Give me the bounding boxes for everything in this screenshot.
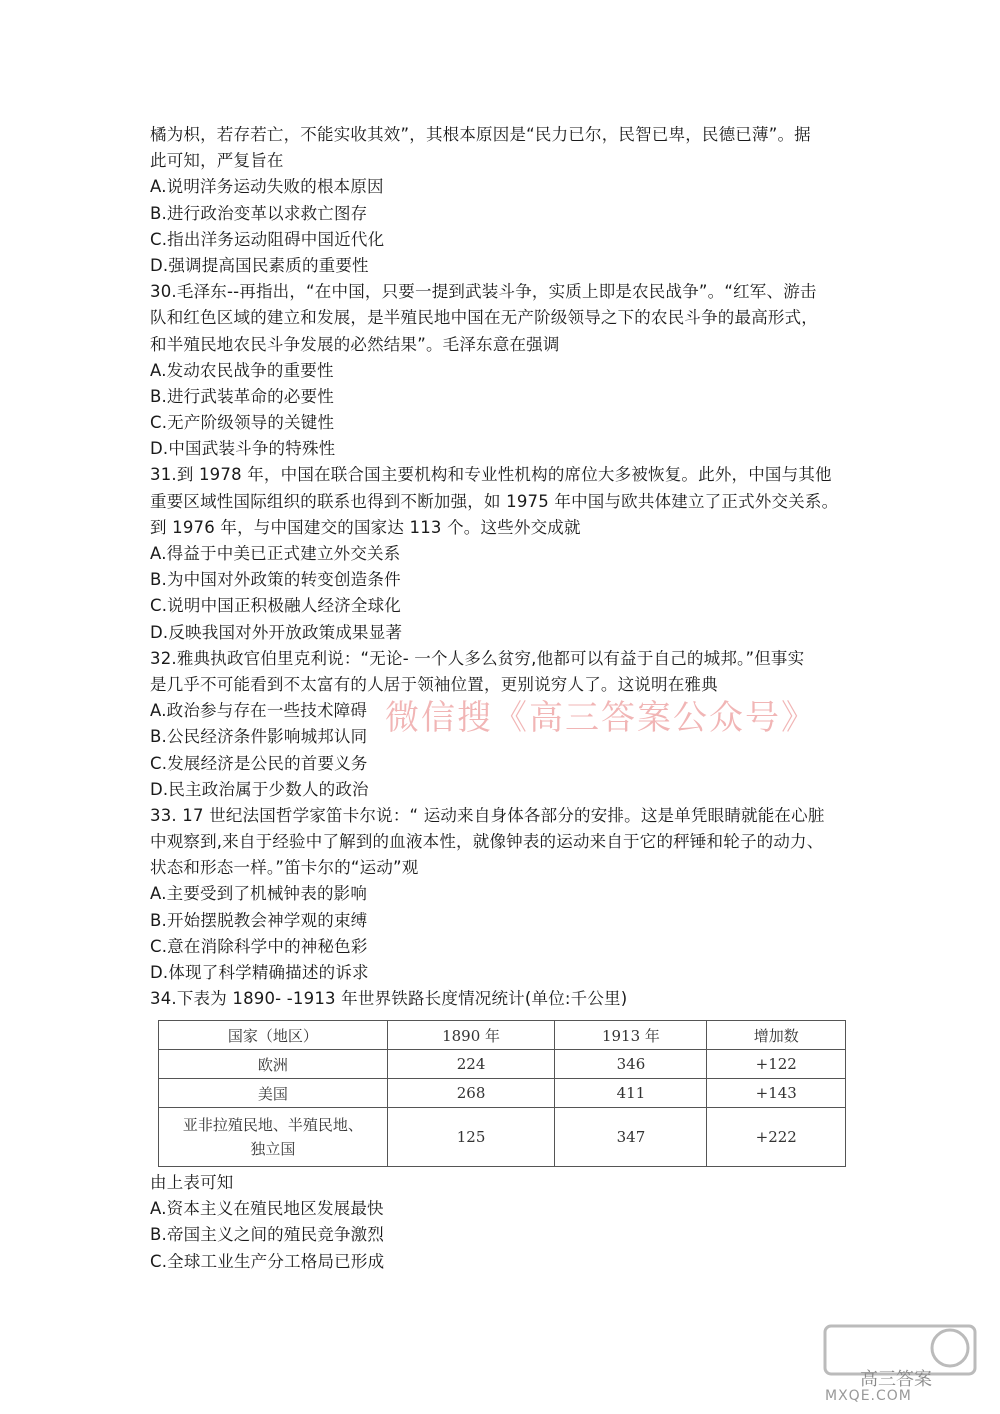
option-c: C.指出洋务运动阻碍中国近代化	[150, 229, 385, 249]
text-line: 和半殖民地农民斗争发展的必然结果”。毛泽东意在强调	[150, 334, 560, 354]
option-a: A.得益于中美已正式建立外交关系	[150, 544, 401, 563]
table-cell: +122	[707, 1050, 846, 1079]
table-cell: +222	[707, 1108, 846, 1167]
text-line: 由上表可知	[150, 1173, 234, 1192]
option-d: D.体现了科学精确描述的诉求	[150, 963, 369, 982]
option-b: B.公民经济条件影响城邦认同	[150, 727, 368, 747]
table-cell: +143	[707, 1079, 846, 1108]
text-line: 到 1976 年，与中国建交的国家达 113 个。这些外交成就	[150, 517, 581, 537]
option-c: C.无产阶级领导的关键性	[150, 413, 335, 433]
table-cell	[159, 1108, 388, 1167]
railway-table-container	[158, 1020, 846, 1167]
question-33-stem: 33. 17 世纪法国哲学家笛卡尔说：“ 运动来自身体各部分的安排。这是单凭眼睛就能在心脏	[150, 805, 825, 825]
text-line: 中观察到,来自于经验中了解到的血液本性，就像钟表的运动来自于它的秤锤和轮子的动力、	[150, 832, 824, 852]
table-cell: 224	[387, 1050, 555, 1079]
option-b: B.开始摆脱教会神学观的束缚	[150, 910, 368, 930]
table-row	[159, 1108, 846, 1167]
logo-url: MXQE.COM	[825, 1388, 912, 1404]
header-1890: 1890 年	[387, 1021, 555, 1050]
table-cell: 346	[555, 1050, 707, 1079]
option-c: C.说明中国正积极融人经济全球化	[150, 596, 401, 616]
option-a: A.主要受到了机械钟表的影响	[150, 884, 368, 904]
question-34-options	[150, 1170, 860, 1275]
table-row	[159, 1079, 846, 1108]
header-region: 国家（地区）	[159, 1021, 388, 1050]
header-increase: 增加数	[707, 1021, 846, 1050]
text-line: 此可知，严复旨在	[150, 151, 284, 171]
option-d: D.民主政治属于少数人的政治	[150, 779, 369, 799]
option-c: C.意在消除科学中的神秘色彩	[150, 936, 368, 956]
option-a: A.政治参与存在一些技术障碍	[150, 701, 368, 721]
text-line: 状态和形态一样。”笛卡尔的“运动”观	[150, 858, 419, 878]
railway-length-table	[158, 1020, 846, 1167]
header-1913: 1913 年	[555, 1021, 707, 1050]
table-cell: 欧洲	[159, 1050, 388, 1079]
option-b: B.为中国对外政策的转变创造条件	[150, 570, 401, 590]
region-colonies-label: 亚非拉殖民地、半殖民地、独立国	[182, 1116, 363, 1158]
table-header-row	[159, 1021, 846, 1050]
question-31-stem: 31.到 1978 年，中国在联合国主要机构和专业性机构的席位大多被恢复。此外，中国与其他	[150, 465, 832, 485]
option-b: B.进行政治变革以求救亡图存	[150, 203, 368, 223]
text-line: 是几乎不可能看到不太富有的人居于领袖位置，更别说穷人了。这说明在雅典	[150, 674, 718, 694]
text-line: 重要区域性国际组织的联系也得到不断加强，如 1975 年中国与欧共体建立了正式外交关系。	[150, 491, 839, 511]
logo-text: 高三答案	[860, 1369, 932, 1390]
table-cell: 411	[555, 1079, 707, 1108]
option-a: A.说明洋务运动失败的根本原因	[150, 177, 384, 197]
watermark: 微信搜《高三答案公众号》	[385, 698, 817, 738]
option-d: D.反映我国对外开放政策成果显著	[150, 622, 403, 642]
table-cell: 268	[387, 1079, 555, 1108]
option-a: A.发动农民战争的重要性	[150, 360, 334, 380]
table-row	[159, 1050, 846, 1079]
text-line: 橘为枳，若存若亡，不能实收其效”，其根本原因是“民力已尔，民智已卑，民德已薄”。据	[150, 125, 811, 144]
option-d: D.中国武装斗争的特殊性	[150, 439, 336, 459]
question-32-stem: 32.雅典执政官伯里克利说：“无论- 一个人多么贫穷,他都可以有益于自己的城邦。”但事实	[150, 648, 805, 668]
option-c: C.发展经济是公民的首要义务	[150, 753, 368, 773]
option-d: D.强调提高国民素质的重要性	[150, 255, 369, 275]
option-b: B.进行武装革命的必要性	[150, 386, 334, 406]
table-cell: 347	[555, 1108, 707, 1167]
option-c: C.全球工业生产分工格局已形成	[150, 1251, 385, 1271]
table-cell: 美国	[159, 1079, 388, 1108]
option-b: B.帝国主义之间的殖民竞争激烈	[150, 1225, 385, 1245]
question-34-stem: 34.下表为 1890- -1913 年世界铁路长度情况统计(单位:千公里)	[150, 989, 628, 1009]
question-text-block	[150, 122, 860, 1012]
option-a: A.资本主义在殖民地区发展最快	[150, 1199, 384, 1219]
table-cell: 125	[387, 1108, 555, 1167]
question-30-stem: 30.毛泽东--再指出，“在中国，只要一提到武装斗争，实质上即是农民战争”。“红军、游击	[150, 282, 817, 302]
text-line: 队和红色区域的建立和发展，是半殖民地中国在无产阶级领导之下的农民斗争的最高形式，	[150, 308, 818, 328]
